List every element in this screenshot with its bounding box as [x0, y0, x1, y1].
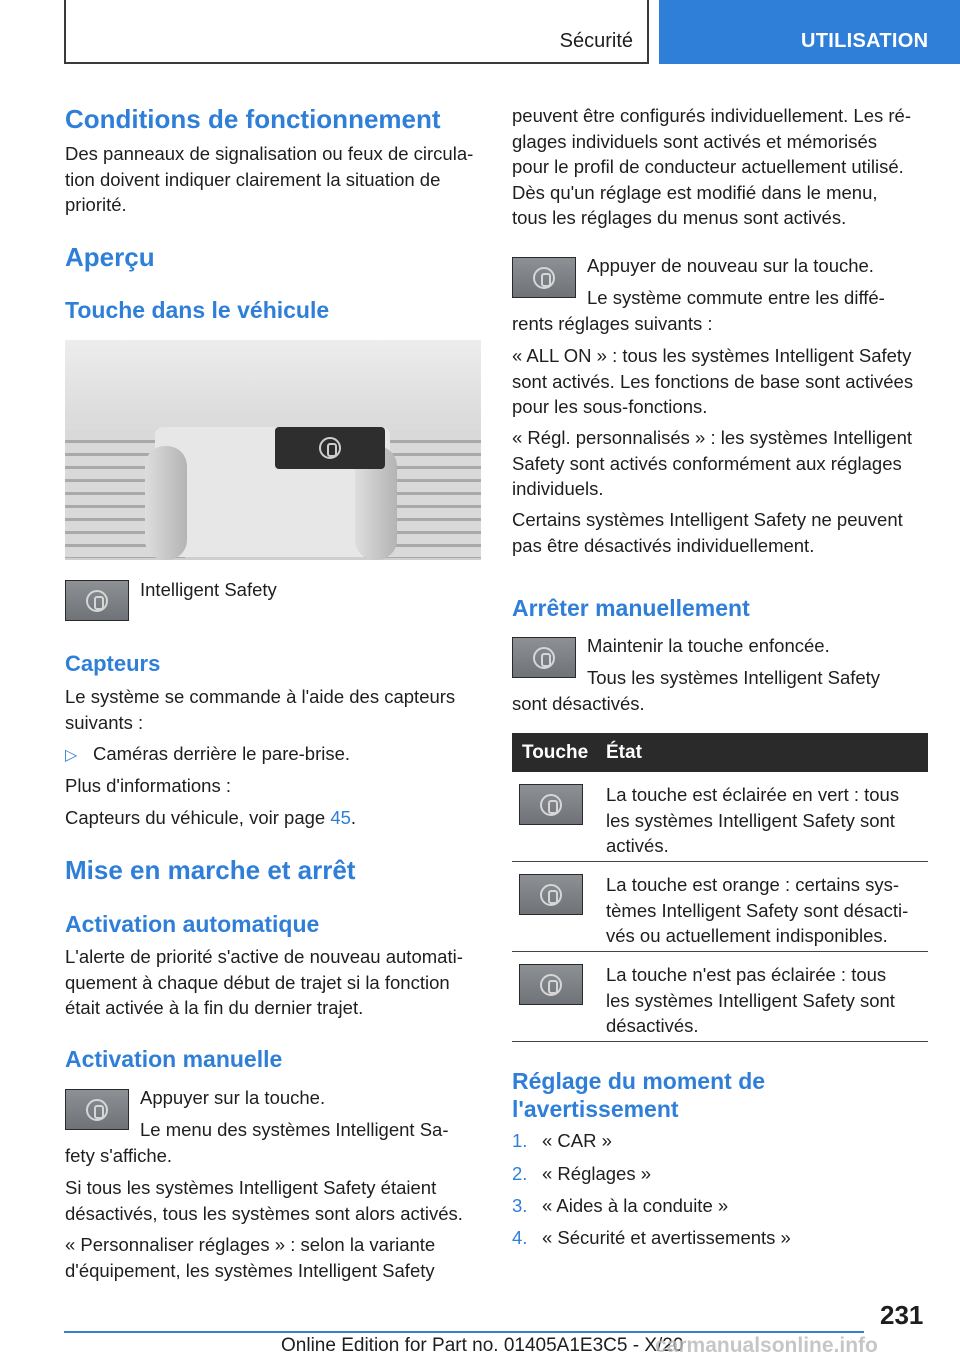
para-all-on: « ALL ON » : tous les systèmes Intelligent Safety sont activés. Les fonctions de base sont activées pour les sous-fonctions.: [512, 345, 914, 417]
triangle-bullet-icon: ▷: [65, 747, 78, 764]
heading-mise-en-marche: Mise en marche et arrêt: [65, 855, 356, 885]
intelligent-safety-icon: [540, 794, 562, 816]
table-header-etat: État: [606, 742, 642, 763]
para-personnaliser: « Personnaliser réglages » : selon la variante d'équipement, les systèmes Intelligent Safety: [65, 1234, 436, 1281]
para-certains: Certains systèmes Intelligent Safety ne peuvent pas être désactivés individuellement.: [512, 509, 903, 556]
page-number: 231: [880, 1300, 924, 1330]
heading-touche-vehicule: Touche dans le véhicule: [65, 297, 330, 323]
table-row: [512, 952, 928, 1042]
heading-activation-auto: Activation automatique: [65, 911, 320, 937]
page-link[interactable]: 45: [330, 807, 351, 828]
intelligent-safety-icon: [540, 974, 562, 996]
manual-step-1: Appuyer sur la touche.: [140, 1087, 326, 1108]
intelligent-safety-icon: [319, 437, 341, 459]
press-again-step: Appuyer de nouveau sur la touche.: [587, 255, 874, 276]
para-all-systems: Si tous les systèmes Intelligent Safety étaient désactivés, tous les systèmes sont alors activés.: [65, 1177, 463, 1224]
intelligent-safety-icon: [533, 267, 555, 289]
table-cell-state: La touche n'est pas éclairée : tous les systèmes Intelligent Safety sont désactivés.: [606, 964, 895, 1036]
more-info-label: Plus d'informations :: [65, 775, 231, 796]
intelligent-safety-button-photo: [275, 427, 385, 469]
intelligent-safety-icon: [540, 884, 562, 906]
intelligent-safety-button-icon: [519, 784, 583, 825]
footer-edition: Online Edition for Part no. 01405A1E3C5 - X/20: [281, 1335, 684, 1356]
intelligent-safety-icon: [533, 647, 555, 669]
header-chapter-tab: UTILISATION: [659, 0, 960, 64]
table-cell-state: La touche est orange : certains sys- tèmes Intelligent Safety sont désacti- vés ou actuellement indisponibles.: [606, 874, 909, 946]
toggle-step: Le système commute entre les diffé-: [587, 287, 885, 308]
heading-arreter: Arrêter manuellement: [512, 595, 750, 621]
reference-line: Capteurs du véhicule, voir page 45.: [65, 807, 357, 828]
heading-apercu: Aperçu: [65, 242, 155, 272]
list-item: 3. « Aides à la conduite »: [512, 1195, 729, 1216]
intelligent-safety-button-icon: [65, 1089, 129, 1130]
para-continued: peuvent être configurés individuellement. Les ré- glages individuels sont activés et mémorisés pour le profil de conducteur actuellement utilisé. Dès qu'un réglage est modifié dans le menu, tous les réglages du menus sont activés.: [512, 105, 912, 228]
heading-conditions: Conditions de fonctionnement: [65, 104, 441, 134]
table-header-touche: Touche: [522, 742, 589, 763]
stop-step-2: Tous les systèmes Intelligent Safety: [587, 667, 881, 688]
para-activation-auto: L'alerte de priorité s'active de nouveau automati- quement à chaque début de trajet si la fonction était activée à la fin du dernier trajet.: [65, 946, 463, 1018]
table-cell-state: La touche est éclairée en vert : tous les systèmes Intelligent Safety sont activés.: [606, 784, 900, 856]
intelligent-safety-button-icon: [512, 637, 576, 678]
intelligent-safety-button-icon: [519, 874, 583, 915]
status-table: [512, 733, 928, 1042]
icon-caption: Intelligent Safety: [140, 579, 277, 600]
para-regl-perso: « Régl. personnalisés » : les systèmes Intelligent Safety sont activés conformément aux réglages individuels.: [512, 427, 913, 499]
para-capteurs: Le système se commande à l'aide des capteurs suivants :: [65, 686, 456, 733]
watermark: carmanualsonline.info: [655, 1334, 878, 1357]
intelligent-safety-button-icon: [65, 580, 129, 621]
heading-reglage-avertissement: Réglage du moment de l'avertissement: [512, 1068, 766, 1122]
table-header: [512, 733, 928, 772]
stop-step-2b: sont désactivés.: [512, 693, 645, 714]
footer-divider: [64, 1331, 864, 1333]
intelligent-safety-icon: [86, 590, 108, 612]
manual-step-2: Le menu des systèmes Intelligent Sa-: [140, 1119, 449, 1140]
list-item: 1. « CAR »: [512, 1130, 612, 1151]
intelligent-safety-button-icon: [519, 964, 583, 1005]
bullet-item: ▷ Caméras derrière le pare-brise.: [65, 741, 481, 769]
list-item: 4. « Sécurité et avertissements »: [512, 1227, 791, 1248]
list-item: 2. « Réglages »: [512, 1163, 652, 1184]
stop-step-1: Maintenir la touche enfoncée.: [587, 635, 830, 656]
heading-activation-manuelle: Activation manuelle: [65, 1046, 283, 1072]
table-row: [512, 862, 928, 952]
heading-capteurs: Capteurs: [65, 651, 161, 676]
header-section-title: Sécurité: [559, 30, 633, 52]
header-section-box: [64, 0, 649, 64]
para-conditions: Des panneaux de signalisation ou feux de circula- tion doivent indiquer clairement la situation de priorité.: [65, 143, 474, 215]
table-row: [512, 772, 928, 862]
intelligent-safety-button-icon: [512, 257, 576, 298]
manual-step-2b: fety s'affiche.: [65, 1145, 173, 1166]
vent-knob-left: [145, 446, 187, 560]
toggle-step-b: rents réglages suivants :: [512, 313, 713, 334]
intelligent-safety-icon: [86, 1099, 108, 1121]
